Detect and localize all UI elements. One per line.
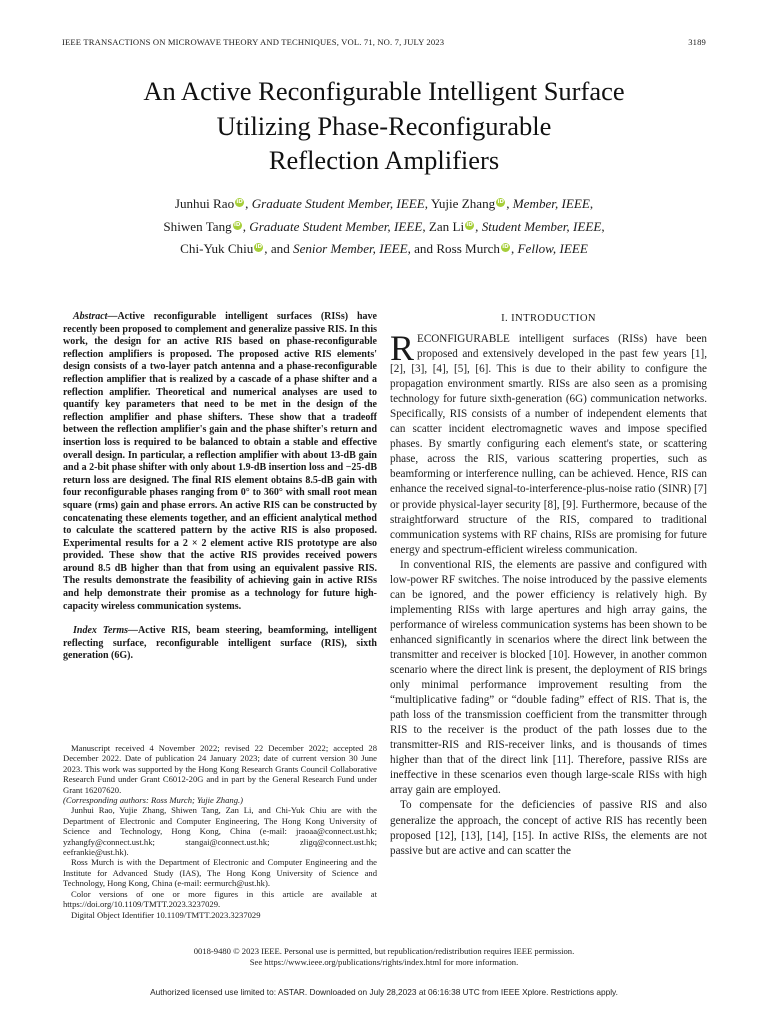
- author-name: Junhui Rao: [174, 196, 235, 211]
- orcid-icon[interactable]: iD: [466, 221, 473, 228]
- title-line: Reflection Amplifiers: [268, 145, 500, 175]
- author-line: Shiwen Tang iD , Graduate Student Member, IEEE, Zan Li iD , Student Member, IEEE,: [163, 218, 605, 234]
- author-name: Yujie Zhang: [430, 196, 496, 211]
- author-role: Student Member, IEEE: [481, 218, 602, 234]
- footnote-color: Color versions of one or more figures in this article are available at https://doi.org/10.1109/TMTT.2023.3237029.: [63, 888, 377, 910]
- author-role: Fellow, IEEE: [517, 241, 588, 256]
- author-name: Ross Murch: [436, 241, 500, 256]
- author-role: Graduate Student Member, IEEE: [251, 196, 425, 211]
- left-column: [63, 311, 377, 663]
- author-role: Member, IEEE: [512, 196, 590, 211]
- orcid-icon[interactable]: iD: [497, 199, 504, 205]
- orcid-icon[interactable]: iD: [502, 244, 509, 250]
- orcid-icon[interactable]: iD: [233, 221, 241, 228]
- footnote-doi: Digital Object Identifier 10.1109/TMTT.2023.3237029: [71, 909, 261, 920]
- index-terms-text: Active RIS, beam steering, beamforming, intelligent reflecting surface, reconfigurable intelligent surface (RIS), sixth generation (6G).: [63, 625, 377, 662]
- index-terms: [63, 625, 377, 663]
- author-name: Shiwen Tang: [163, 218, 232, 234]
- author-name: Chi-Yuk Chiu: [180, 241, 254, 256]
- abstract-text: Active reconfigurable intelligent surfaces (RISs) have recently been proposed to complement and generalize passive RIS. In this work, the design for an active RIS based on phase-reconfigurable reflection amplifiers is proposed. The proposed active RIS elements' design consists of a two-layer patch antenna and a phase-reconfigurable reflection amplifier that is realized by a cascade of a phase shifter and a reflection amplifier. Theoretical and numerical analyses are used to quantify key parameters that need to be met in the design of the reflection amplifier and phase shifters. These show that a tradeoff between the reflection amplifier's gain and the phase shifter's return and insertion loss is required to be balanced to obtain a stable and effective overall design. In particular, a reflection amplifier with about 13-dB gain and a 2-bit phase shifter with only about 1.9-dB insertion loss and −25-dB return loss are designed. The final RIS element obtains 8.5-dB gain with four reconfigurable phases ranging from 0° to 360° with small root mean square (rms) gain and phase errors. An active RIS can be constructed by concatenating these elements together, and an efficient analytical method to calculate the scattered pattern by the active RIS is also proposed. Experimental results for a 2 × 2 element active RIS prototype are also provided. These show that the active RIS provides received powers around 8.5 dB higher than that from using an equivalent passive RIS. The results demonstrate the feasibility of achieving gain in active RISs and help demonstrate their promise as a technology for future high-capacity wireless communication systems.: [63, 311, 377, 612]
- intro-paragraph: In conventional RIS, the elements are passive and configured with low-power RF switches. The noise introduced by the passive elements can be ignored, and the power efficiency is relatively high. By implementing RISs with large apertures and high array gains, the performance of wireless communication systems has been shown to be enhanced significantly in scenarios where the direct link between the transmitter and receiver is blocked [10]. However, in another common scenario where the direct link is present, the deployment of RIS brings only minimal performance improvement resulting from the “multiplicative fading” or “double fading” effect of RIS. That is, the path loss of the transmission coefficient from the transmitter through RIS to the receiver is the product of the path losses due to the transmitter-RIS and RIS-receiver links, and is thousands of times higher than that of the direct link [11]. Therefore, passive RISs are ineffective in these scenarios even though large-scale RISs with high array gain are employed.: [390, 558, 707, 797]
- authorized-use-notice: Authorized licensed use limited to: ASTAR. Downloaded on July 28,2023 at 06:16:38 UTC from IEEE Xplore. Restrictions apply.: [150, 987, 618, 997]
- footnote-affiliation: Ross Murch is with the Department of Electronic and Computer Engineering and the Institute for Advanced Study (IAS), The Hong Kong University of Science and Technology, Hong Kong, China (e-mail: eermurch@ust.hk).: [63, 857, 377, 889]
- author-line: Junhui Rao iD , Graduate Student Member, IEEE, Yujie Zhang iD , Member, IEEE,: [174, 196, 594, 211]
- copyright-line: 0018-9480 © 2023 IEEE. Personal use is permitted, but republication/redistribution requires IEEE permission.: [193, 946, 575, 956]
- footnote-affiliation: Junhui Rao, Yujie Zhang, Shiwen Tang, Zan Li, and Chi-Yuk Chiu are with the Department of Electronic and Computer Engineering, The Hong Kong University of Science and Technology, Hong Kong, China (e-mail: jraoaa@connect.ust.hk; yzhangfy@connect.ust.hk; stangai@connect.ust.hk; zligq@connect.ust.hk; eefrankie@ust.hk).: [63, 805, 377, 858]
- abstract: [63, 311, 377, 613]
- paper-title: [40, 74, 728, 178]
- intro-paragraph: RECONFIGURABLE intelligent surfaces (RISs) have been proposed and extensively developed in the past few years [1], [2], [3], [4], [5], [6]. This is due to their ability to configure the propagation environment smartly. RISs are also seen as a promising technology for future sixth-generation (6G) communication networks. Specifically, RIS consists of a number of independent elements that can scatter incident electromagnetic waves and impose specified phases. By smartly configuring each element's state, or scattering phase, across the RIS, various scattering properties, such as beamforming or interference nulling, can be achieved. Hence, RIS can enhance the received signal-to-interference-plus-noise ratio (SINR) [7] or provide physical-layer security [8], [9]. Furthermore, because of the straightforward structure of the RIS, compared to traditional communication systems with RF chains, RISs are promising for future energy and spectrum-efficient wireless communication.: [390, 328, 707, 556]
- author-list: [60, 193, 708, 261]
- footnote-manuscript: Manuscript received 4 November 2022; revised 22 December 2022; accepted 28 December 2022. Date of publication 24 January 2023; date of current version 30 June 2023. This work was supported by the Hong Kong Research Grants Council Collaborative Research Fund under Grant C6012-20G and in part by the General Research Fund under Grant 16207620.: [63, 743, 377, 795]
- orcid-icon[interactable]: iD: [255, 244, 263, 250]
- running-header: [62, 37, 706, 47]
- orcid-icon[interactable]: iD: [236, 199, 243, 205]
- index-terms-label: Index Terms—: [73, 625, 139, 637]
- copyright-notice: [60, 946, 708, 968]
- footnotes: [63, 743, 377, 920]
- footnote-corresponding: (Corresponding authors: Ross Murch; Yujie Zhang.): [63, 795, 243, 806]
- intro-paragraph: To compensate for the deficiencies of passive RIS and also generalize the approach, the concept of active RIS has recently been proposed [12], [13], [14], [15]. In active RISs, the elements are not passive but are active and can scatter the: [390, 799, 707, 857]
- right-column: [390, 311, 707, 859]
- author-role: Senior Member, IEEE: [293, 241, 408, 256]
- author-name: Zan Li: [428, 218, 465, 234]
- author-role: Graduate Student Member, IEEE: [249, 218, 423, 234]
- abstract-label: Abstract—: [73, 311, 118, 322]
- drop-cap: R: [390, 328, 415, 368]
- copyright-line: See https://www.ieee.org/publications/rights/index.html for more information.: [249, 957, 519, 967]
- author-line: Chi-Yuk Chiu iD , and Senior Member, IEEE, and Ross Murch iD , Fellow, IEEE: [180, 241, 588, 256]
- title-line: Utilizing Phase-Reconfigurable: [216, 110, 552, 141]
- title-line: An Active Reconfigurable Intelligent Surface: [143, 76, 625, 106]
- section-heading: I. INTRODUCTION: [501, 313, 596, 324]
- page-number: 3189: [688, 37, 706, 47]
- journal-name: IEEE TRANSACTIONS ON MICROWAVE THEORY AND TECHNIQUES, VOL. 71, NO. 7, JULY 2023: [62, 37, 445, 47]
